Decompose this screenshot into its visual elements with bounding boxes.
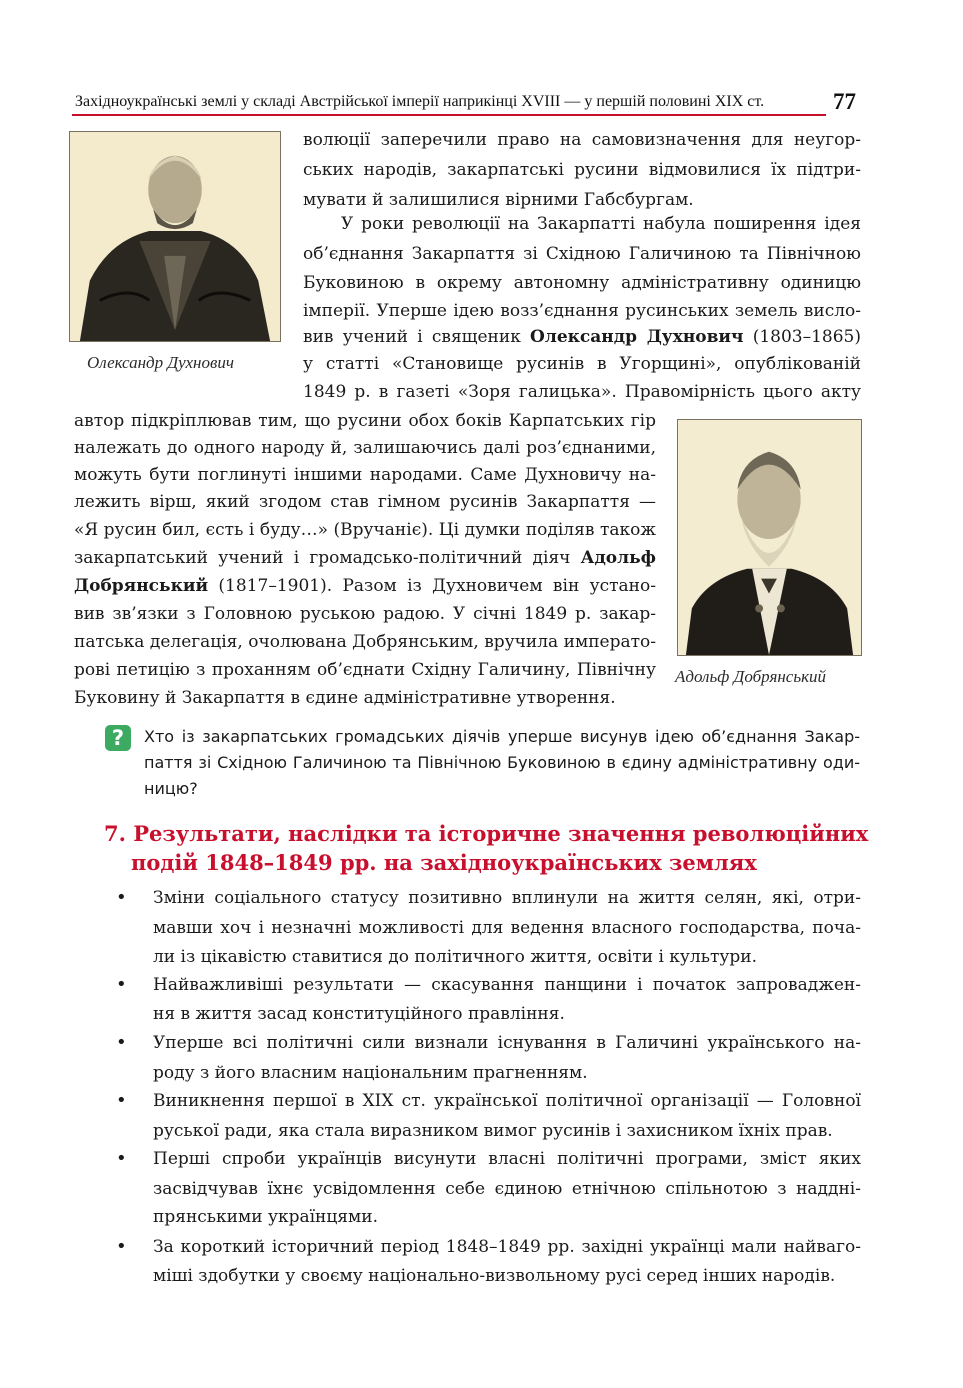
- text-line: мувати й залишилися вірними Габсбургам.: [303, 190, 694, 210]
- portrait-dobrianskyi: [677, 419, 862, 656]
- bullet-line: роду з його власним національним прагненням.: [153, 1063, 588, 1083]
- bullet-line: За короткий історичний період 1848–1849 рр. західні українці мали найваго-: [153, 1237, 861, 1257]
- person-name-duchnovych: Олександр Духнович: [530, 327, 744, 347]
- bullet-marker: •: [116, 1236, 127, 1257]
- text-line: належать до одного народу й, залишаючись далі роз’єднаними,: [74, 438, 656, 458]
- bullet-line: руської ради, яка стала виразником вимог русинів і захисником їхніх прав.: [153, 1121, 833, 1141]
- portrait-duchnovych: [69, 131, 281, 342]
- text-line: закарпатський учений і громадсько-політичний діяч Адольф: [74, 548, 656, 568]
- bullet-line: Виникнення першої в XIX ст. української політичної організації — Головної: [153, 1091, 861, 1111]
- text-line: волюції заперечили право на самовизначення для неугор-: [303, 130, 861, 150]
- bullet-line: ли із цікавістю ставитися до політичного життя, освіти і культури.: [153, 947, 758, 967]
- text-line: 1849 р. в газеті «Зоря галицька». Правомірність цього акту: [303, 382, 861, 402]
- header-rule: [72, 114, 826, 116]
- bullet-line: Уперше всі політичні сили визнали існування в Галичині українського на-: [153, 1033, 861, 1053]
- bullet-line: міші здобутки у своєму національно-визвольному русі серед інших народів.: [153, 1266, 836, 1286]
- bullet-line: мавши хоч і незначні можливості для ведення власного господарства, поча-: [153, 918, 861, 938]
- bullet-line: Найважливіші результати — скасування панщини і початок запроваджен-: [153, 975, 861, 995]
- text-line: Буковину й Закарпаття в єдине адміністративне утворення.: [74, 688, 616, 708]
- text-line: вив учений і священик Олександр Духнович (1803–1865): [303, 327, 861, 347]
- bullet-marker: •: [116, 1090, 127, 1111]
- question-line: Хто із закарпатських громадських діячів уперше висунув ідею об’єднання Закар-: [144, 727, 860, 746]
- text-line: вив зв’язки з Головною руською радою. У січні 1849 р. закар-: [74, 604, 656, 624]
- text-line: патська делегація, очолювана Добрянським, вручила императо-: [74, 632, 656, 652]
- bullet-line: Перші спроби українців висунути власні політичні програми, зміст яких: [153, 1149, 861, 1169]
- text-line: У роки революції на Закарпатті набула поширення ідея: [341, 214, 861, 234]
- text-line: у статті «Становище русинів в Угорщині», опублікованій: [303, 354, 861, 374]
- text-line: можуть бути поглинуті іншими народами. Саме Духновичу на-: [74, 465, 656, 485]
- section-heading: 7. Результати, наслідки та історичне значення революційних: [104, 821, 869, 846]
- caption-duchnovych: Олександр Духнович: [87, 353, 234, 372]
- bullet-line: прянськими українцями.: [153, 1207, 378, 1227]
- person-name-dobrianskyi: Добрянський: [74, 576, 209, 596]
- text-line: лежить вірш, який згодом став гімном русинів Закарпаття —: [74, 492, 656, 512]
- section-heading: подій 1848–1849 рр. на західноукраїнських землях: [131, 850, 757, 875]
- bullet-line: ня в життя засад конституційного правління.: [153, 1004, 565, 1024]
- running-header: Західноукраїнські землі у складі Австрійської імперії наприкінці XVIII — у першій половині XIX ст.: [75, 93, 765, 110]
- text-line: Добрянський (1817–1901). Разом із Духновичем він устано-: [74, 576, 656, 596]
- text-line: «Я русин бил, єсть і буду…» (Вручаніє). Ці думки поділяв також: [74, 520, 656, 540]
- text-line: ських народів, закарпатські русини відмовилися їх підтри-: [303, 160, 861, 180]
- bullet-marker: •: [116, 974, 127, 995]
- caption-dobrianskyi: Адольф Добрянський: [675, 667, 827, 686]
- question-line: паття зі Східною Галичиною та Північною Буковиною в єдину адміністративну оди-: [144, 753, 860, 772]
- text-line: Буковиною в окрему автономну адміністративну одиницю: [303, 273, 861, 293]
- bullet-line: засвідчував їхнє усвідомлення себе єдиною етнічною спільнотою з наддні-: [153, 1179, 861, 1199]
- text-line: об’єднання Закарпаття зі Східною Галичиною та Північною: [303, 244, 861, 264]
- bullet-marker: •: [116, 1148, 127, 1169]
- bullet-marker: •: [116, 1032, 127, 1053]
- bullet-marker: •: [116, 887, 127, 908]
- person-name-dobrianskyi: Адольф: [580, 548, 656, 568]
- bullet-line: Зміни соціального статусу позитивно вплинули на життя селян, які, отри-: [153, 888, 861, 908]
- question-mark-icon: ?: [105, 725, 131, 751]
- page-number: 77: [833, 89, 856, 114]
- text-line: автор підкріплював тим, що русини обох боків Карпатських гір: [74, 411, 656, 431]
- text-line: рові петицію з проханням об’єднати Східну Галичину, Північну: [74, 660, 656, 680]
- question-line: ницю?: [144, 779, 198, 798]
- text-line: імперії. Уперше ідею возз’єднання русинських земель висло-: [303, 301, 861, 321]
